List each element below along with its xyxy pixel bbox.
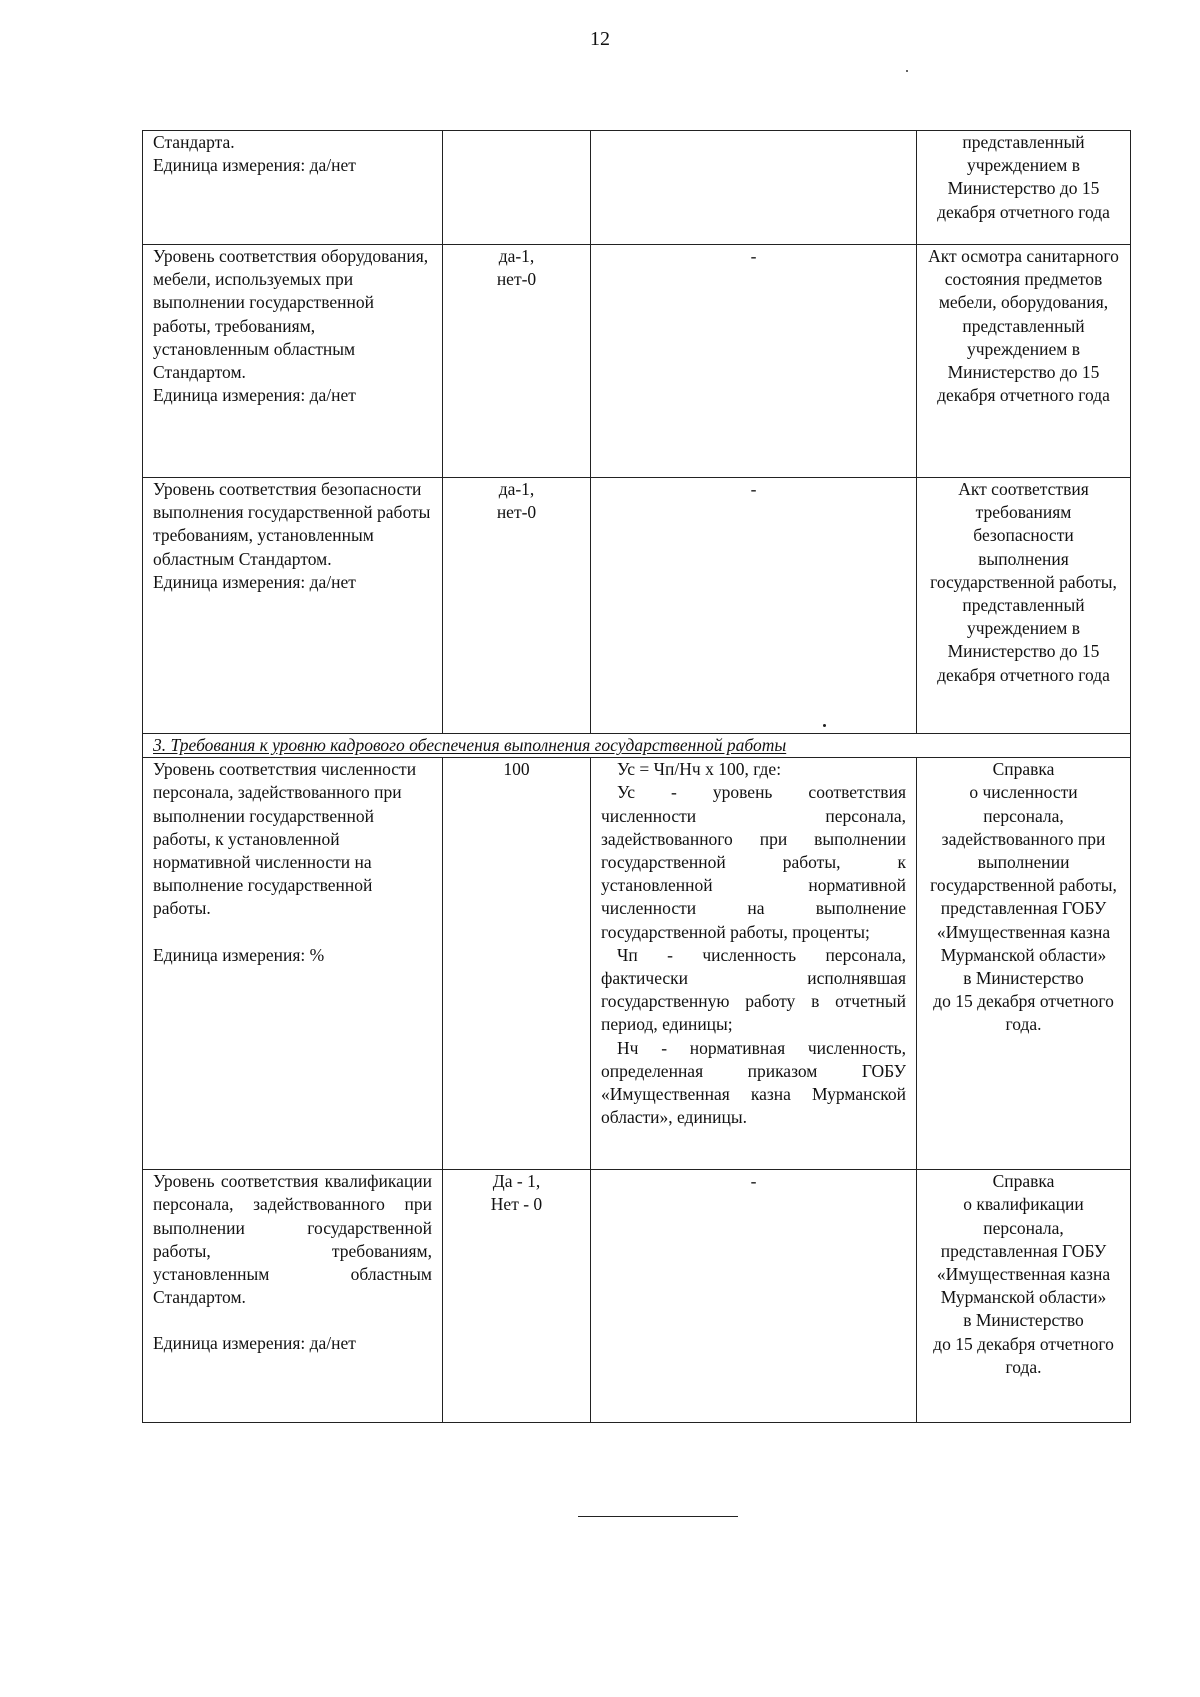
formula-cell — [591, 758, 917, 1170]
formula-line: Чп - численность персонала, фактически исполнявшая государственную работу в отчетный период, единицы; — [601, 944, 906, 1035]
source-cell: Акт осмотра санитарного состояния предметов мебели, оборудования, представленный учреждением в Министерство до 15 декабря отчетного года — [917, 245, 1131, 478]
formula-line: Ус - уровень соответствия численности персонала, задействованного при выполнении государственной работы, к установленной нормативной численности на выполнение государственной работы, проценты; — [601, 782, 906, 942]
formula-cell: - — [591, 245, 917, 478]
formula-line: Нч - нормативная численность, определенная приказом ГОБУ «Имущественная казна Мурманской области», единицы. — [601, 1037, 906, 1128]
source-cell: Акт соответствия требованиям безопасности выполнения государственной работы, представленный учреждением в Министерство до 15 декабря отчетного года — [917, 478, 1131, 734]
table-row — [143, 245, 1131, 478]
section-heading: 3. Требования к уровню кадрового обеспечения выполнения государственной работы — [143, 734, 1131, 758]
formula-text: - — [750, 479, 757, 499]
table-row — [143, 758, 1131, 1170]
indicator-cell — [143, 1170, 443, 1423]
source-cell: Справка о численности персонала, задействованного при выполнении государственной работы, представленная ГОБУ «Имущественная казна Мурманской области» в Министерство до 15 декабря отчетного года. — [917, 758, 1131, 1170]
end-divider — [578, 1516, 738, 1517]
scan-speck — [906, 70, 908, 72]
indicator-cell: Стандарта. Единица измерения: да/нет — [143, 131, 443, 245]
page-number: 12 — [590, 28, 610, 50]
indicator-text: Уровень соответствия квалификации персонала, задействованного при выполнении государственной работы, требованиям, установленным областным Стандартом. — [153, 1171, 432, 1308]
value-cell: Да - 1, Нет - 0 — [443, 1170, 591, 1423]
table-row — [143, 1170, 1131, 1423]
formula-cell — [591, 131, 917, 245]
unit-text: Единица измерения: да/нет — [153, 1333, 356, 1354]
source-cell: представленный учреждением в Министерство до 15 декабря отчетного года — [917, 131, 1131, 245]
indicator-cell: Уровень соответствия безопасности выполнения государственной работы требованиям, установленным областным Стандартом. Единица измерения: да/нет — [143, 478, 443, 734]
table-row — [143, 131, 1131, 245]
value-cell: да-1, нет-0 — [443, 245, 591, 478]
section-heading-row — [143, 734, 1131, 758]
scan-dot — [823, 724, 826, 727]
formula-line: Ус = Чп/Нч х 100, где: — [617, 759, 782, 780]
formula-cell — [591, 478, 917, 734]
value-cell: 100 — [443, 758, 591, 1170]
formula-cell: - — [591, 1170, 917, 1423]
source-cell: Справка о квалификации персонала, представленная ГОБУ «Имущественная казна Мурманской области» в Министерство до 15 декабря отчетного года. — [917, 1170, 1131, 1423]
table-row — [143, 478, 1131, 734]
unit-text: Единица измерения: % — [153, 944, 325, 965]
indicator-cell: Уровень соответствия оборудования, мебели, используемых при выполнении государственной работы, требованиям, установленным областным Стандартом. Единица измерения: да/нет — [143, 245, 443, 478]
indicator-cell — [143, 758, 443, 1170]
value-cell — [443, 131, 591, 245]
indicator-text: Уровень соответствия численности персонала, задействованного при выполнении государственной работы, к установленной нормативной численности на выполнение государственной работы. — [153, 759, 417, 919]
indicators-table — [142, 130, 1131, 1423]
value-cell: да-1, нет-0 — [443, 478, 591, 734]
